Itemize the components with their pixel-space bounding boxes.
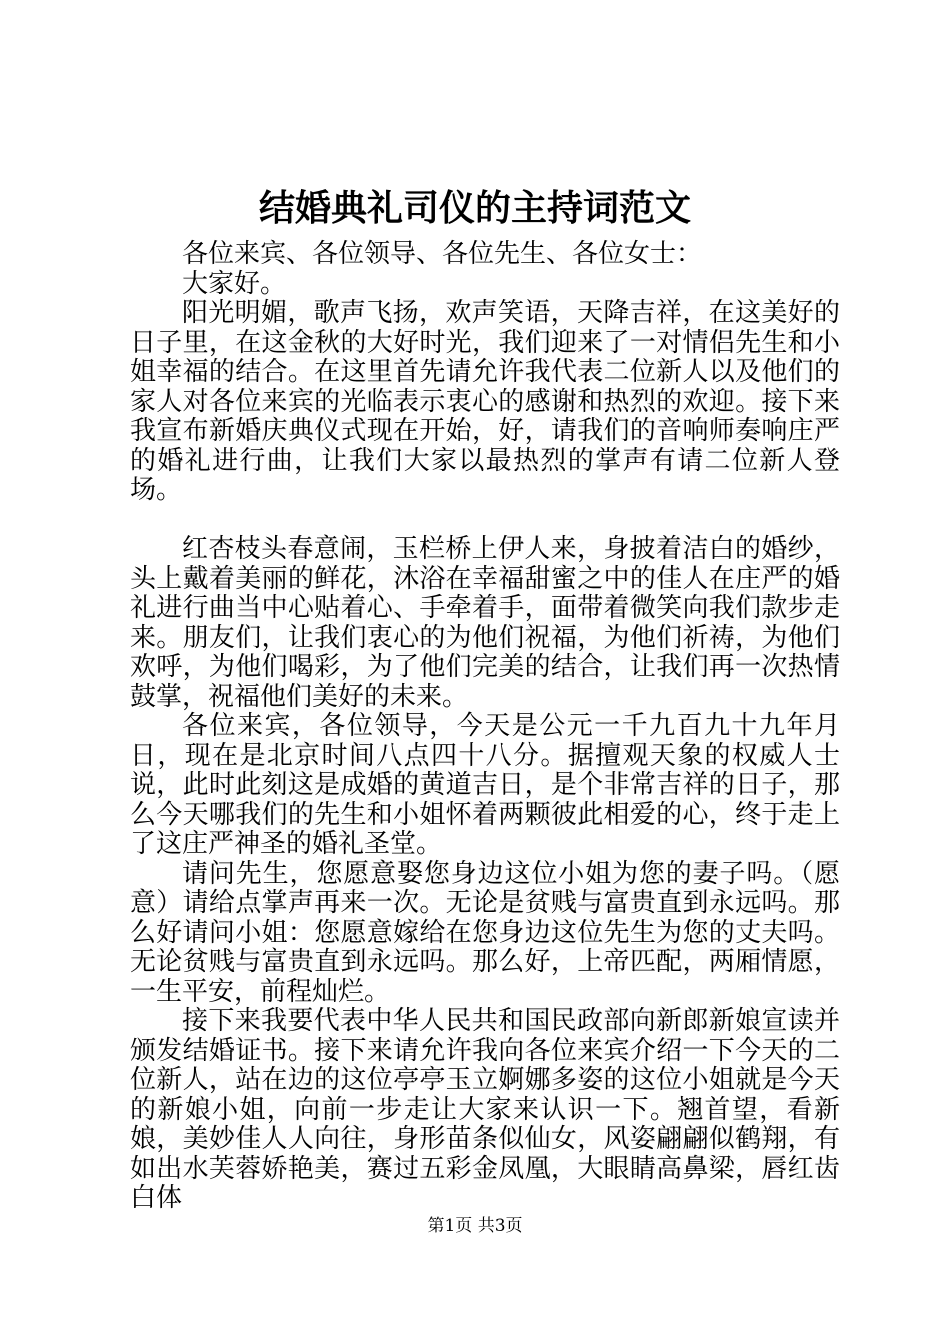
document-body	[130, 240, 840, 1214]
paragraph-bride-entrance: 红杏枝头春意闹，玉栏桥上伊人来，身披着洁白的婚纱，头上戴着美丽的鲜花，沐浴在幸福甜蜜之中的佳人在庄严的婚礼进行曲当中心贴着心、手牵着手，面带着微笑向我们款步走来。朋友们，让我们衷心的为他们祝福，为他们祈祷，为他们欢呼，为他们喝彩，为了他们完美的结合，让我们再一次热情鼓掌，祝福他们美好的未来。	[130, 534, 840, 712]
paragraph-hello: 大家好。	[182, 268, 287, 299]
paragraph-auspicious-day: 各位来宾，各位领导，今天是公元一千九百九十九年月日，现在是北京时间八点四十八分。据擅观天象的权威人士说，此时此刻这是成婚的黄道吉日，是个非常吉祥的日子，那么今天哪我们的先生和小姐怀着两颗彼此相爱的心，终于走上了这庄严神圣的婚礼圣堂。	[130, 711, 840, 859]
paragraph-certificate: 接下来我要代表中华人民共和国民政部向新郎新娘宣读并颁发结婚证书。接下来请允许我向各位来宾介绍一下今天的二位新人，站在边的这位亭亭玉立婀娜多姿的这位小姐就是今天的新娘小姐，向前一步走让大家来认识一下。翘首望，看新娘，美妙佳人人向往，身形苗条似仙女，风姿翩翩似鹤翔，有如出水芙蓉娇艳美，赛过五彩金凤凰，大眼睛高鼻梁，唇红齿白体	[130, 1006, 840, 1213]
paragraph-greeting: 各位来宾、各位领导、各位先生、各位女士：	[182, 239, 703, 269]
paragraph-opening: 阳光明媚，歌声飞扬，欢声笑语，天降吉祥，在这美好的日子里，在这金秋的大好时光，我们迎来了一对情侣先生和小姐幸福的结合。在这里首先请允许我代表二位新人以及他们的家人对各位来宾的光临表示衷心的感谢和热烈的欢迎。接下来我宣布新婚庆典仪式现在开始，好，请我们的音响师奏响庄严的婚礼进行曲，让我们大家以最热烈的掌声有请二位新人登场。	[130, 298, 840, 505]
document-title: 结婚典礼司仪的主持词范文	[258, 187, 691, 229]
paragraph-vows: 请问先生，您愿意娶您身边这位小姐为您的妻子吗。（愿意）请给点掌声再来一次。无论是贫贱与富贵直到永远吗。那么好请问小姐：您愿意嫁给在您身边这位先生为您的丈夫吗。无论贫贱与富贵直到永远吗。那么好，上帝匹配，两厢情愿，一生平安，前程灿烂。	[130, 858, 840, 1007]
page-number-footer: 第1页 共3页	[427, 1216, 523, 1236]
